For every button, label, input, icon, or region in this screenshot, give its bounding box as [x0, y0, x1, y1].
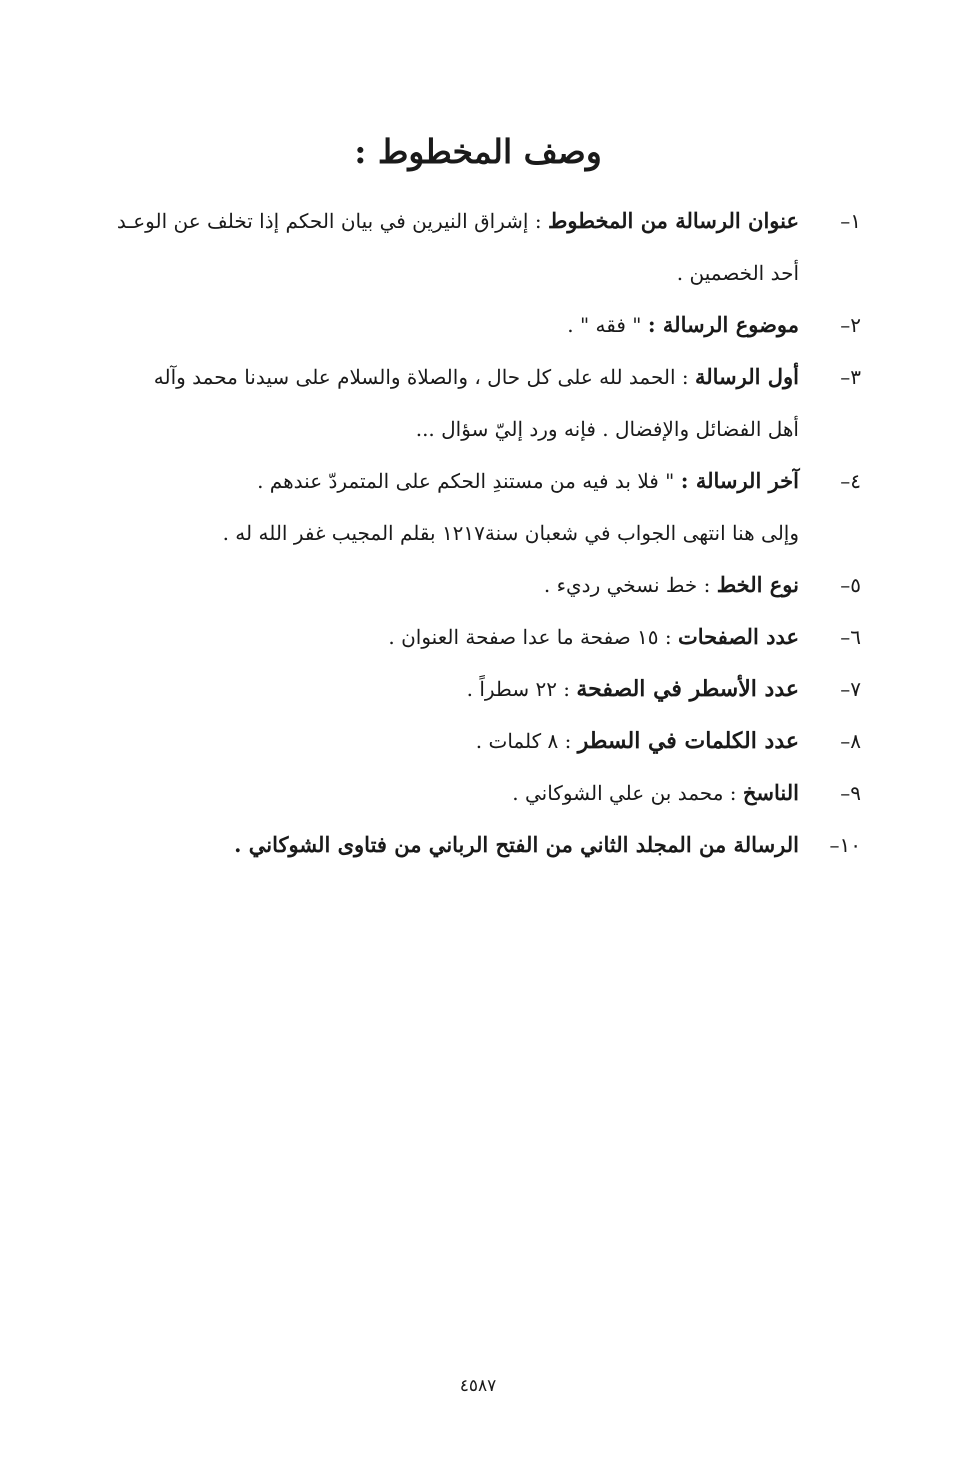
- item-label: موضوع الرسالة :: [647, 312, 799, 337]
- item-number: ٩–: [840, 781, 861, 805]
- item-number: ١–: [840, 209, 861, 233]
- item-label: آخر الرسالة :: [680, 468, 799, 493]
- item-body: [91, 767, 799, 819]
- list-item-volume-source: [91, 819, 861, 871]
- item-number: ٦–: [840, 625, 861, 649]
- item-body: [91, 299, 799, 351]
- manuscript-description-list: [91, 195, 861, 871]
- item-text: : خط نسخي رديء .: [543, 573, 717, 597]
- item-label: عدد الأسطر في الصفحة: [576, 676, 799, 702]
- item-label: نوع الخط: [716, 572, 799, 597]
- item-label: عدد الكلمات في السطر: [577, 728, 799, 754]
- item-label: عنوان الرسالة من المخطوط: [547, 208, 799, 233]
- item-text: الرسالة من المجلد الثاني من الفتح الرباني من فتاوى الشوكاني .: [234, 832, 799, 857]
- item-body: [91, 663, 799, 715]
- item-text: : ١٥ صفحة ما عدا صفحة العنوان .: [388, 625, 678, 649]
- item-text: " فلا بد فيه من مستندِ الحكم على المتمردّ عندهم .: [257, 469, 681, 493]
- list-item-page-count: [91, 611, 861, 663]
- list-item-script-type: [91, 559, 861, 611]
- item-body: [91, 351, 799, 455]
- item-body: [91, 559, 799, 611]
- list-item-copyist: [91, 767, 861, 819]
- page-title: وصف المخطوط :: [354, 132, 602, 171]
- item-text: : الحمد لله على كل حال ، والصلاة والسلام على سيدنا محمد وآله: [153, 365, 695, 389]
- item-body: [91, 715, 799, 767]
- item-number: ٥–: [840, 573, 861, 597]
- item-number: ٢–: [840, 313, 861, 337]
- item-text: : ٢٢ سطراً .: [466, 677, 577, 701]
- item-text: : محمد بن علي الشوكاني .: [512, 781, 743, 805]
- item-label: أول الرسالة: [694, 364, 799, 389]
- item-continuation: أحد الخصمين .: [676, 261, 799, 285]
- item-body: [91, 611, 799, 663]
- item-number: ٤–: [840, 469, 861, 493]
- list-item-lines-per-page: [91, 663, 861, 715]
- item-number: ٣–: [840, 365, 861, 389]
- item-number: ٧–: [840, 677, 861, 701]
- item-continuation: أهل الفضائل والإفضال . فإنه ورد إليّ سؤال ...: [415, 417, 799, 441]
- list-item-subject: [91, 299, 861, 351]
- list-item-ending: [91, 455, 861, 559]
- item-number: ١٠–: [829, 833, 861, 857]
- item-continuation: وإلى هنا انتهى الجواب في شعبان سنة١٢١٧ بقلم المجيب غفر الله له .: [222, 521, 799, 545]
- list-item-title: [91, 195, 861, 299]
- item-text: : إشراق النيرين في بيان الحكم إذا تخلف عن الوعـد: [116, 209, 548, 233]
- item-text: : ٨ كلمات .: [475, 729, 578, 753]
- item-body: [91, 195, 799, 299]
- item-label: عدد الصفحات: [677, 624, 799, 649]
- item-label: الناسخ: [742, 780, 799, 805]
- item-body: [91, 455, 799, 559]
- item-number: ٨–: [840, 729, 861, 753]
- list-item-words-per-line: [91, 715, 861, 767]
- item-body: [91, 819, 799, 871]
- list-item-beginning: [91, 351, 861, 455]
- item-text: " فقه " .: [567, 313, 648, 337]
- page-number: ٤٥٨٧: [459, 1376, 497, 1396]
